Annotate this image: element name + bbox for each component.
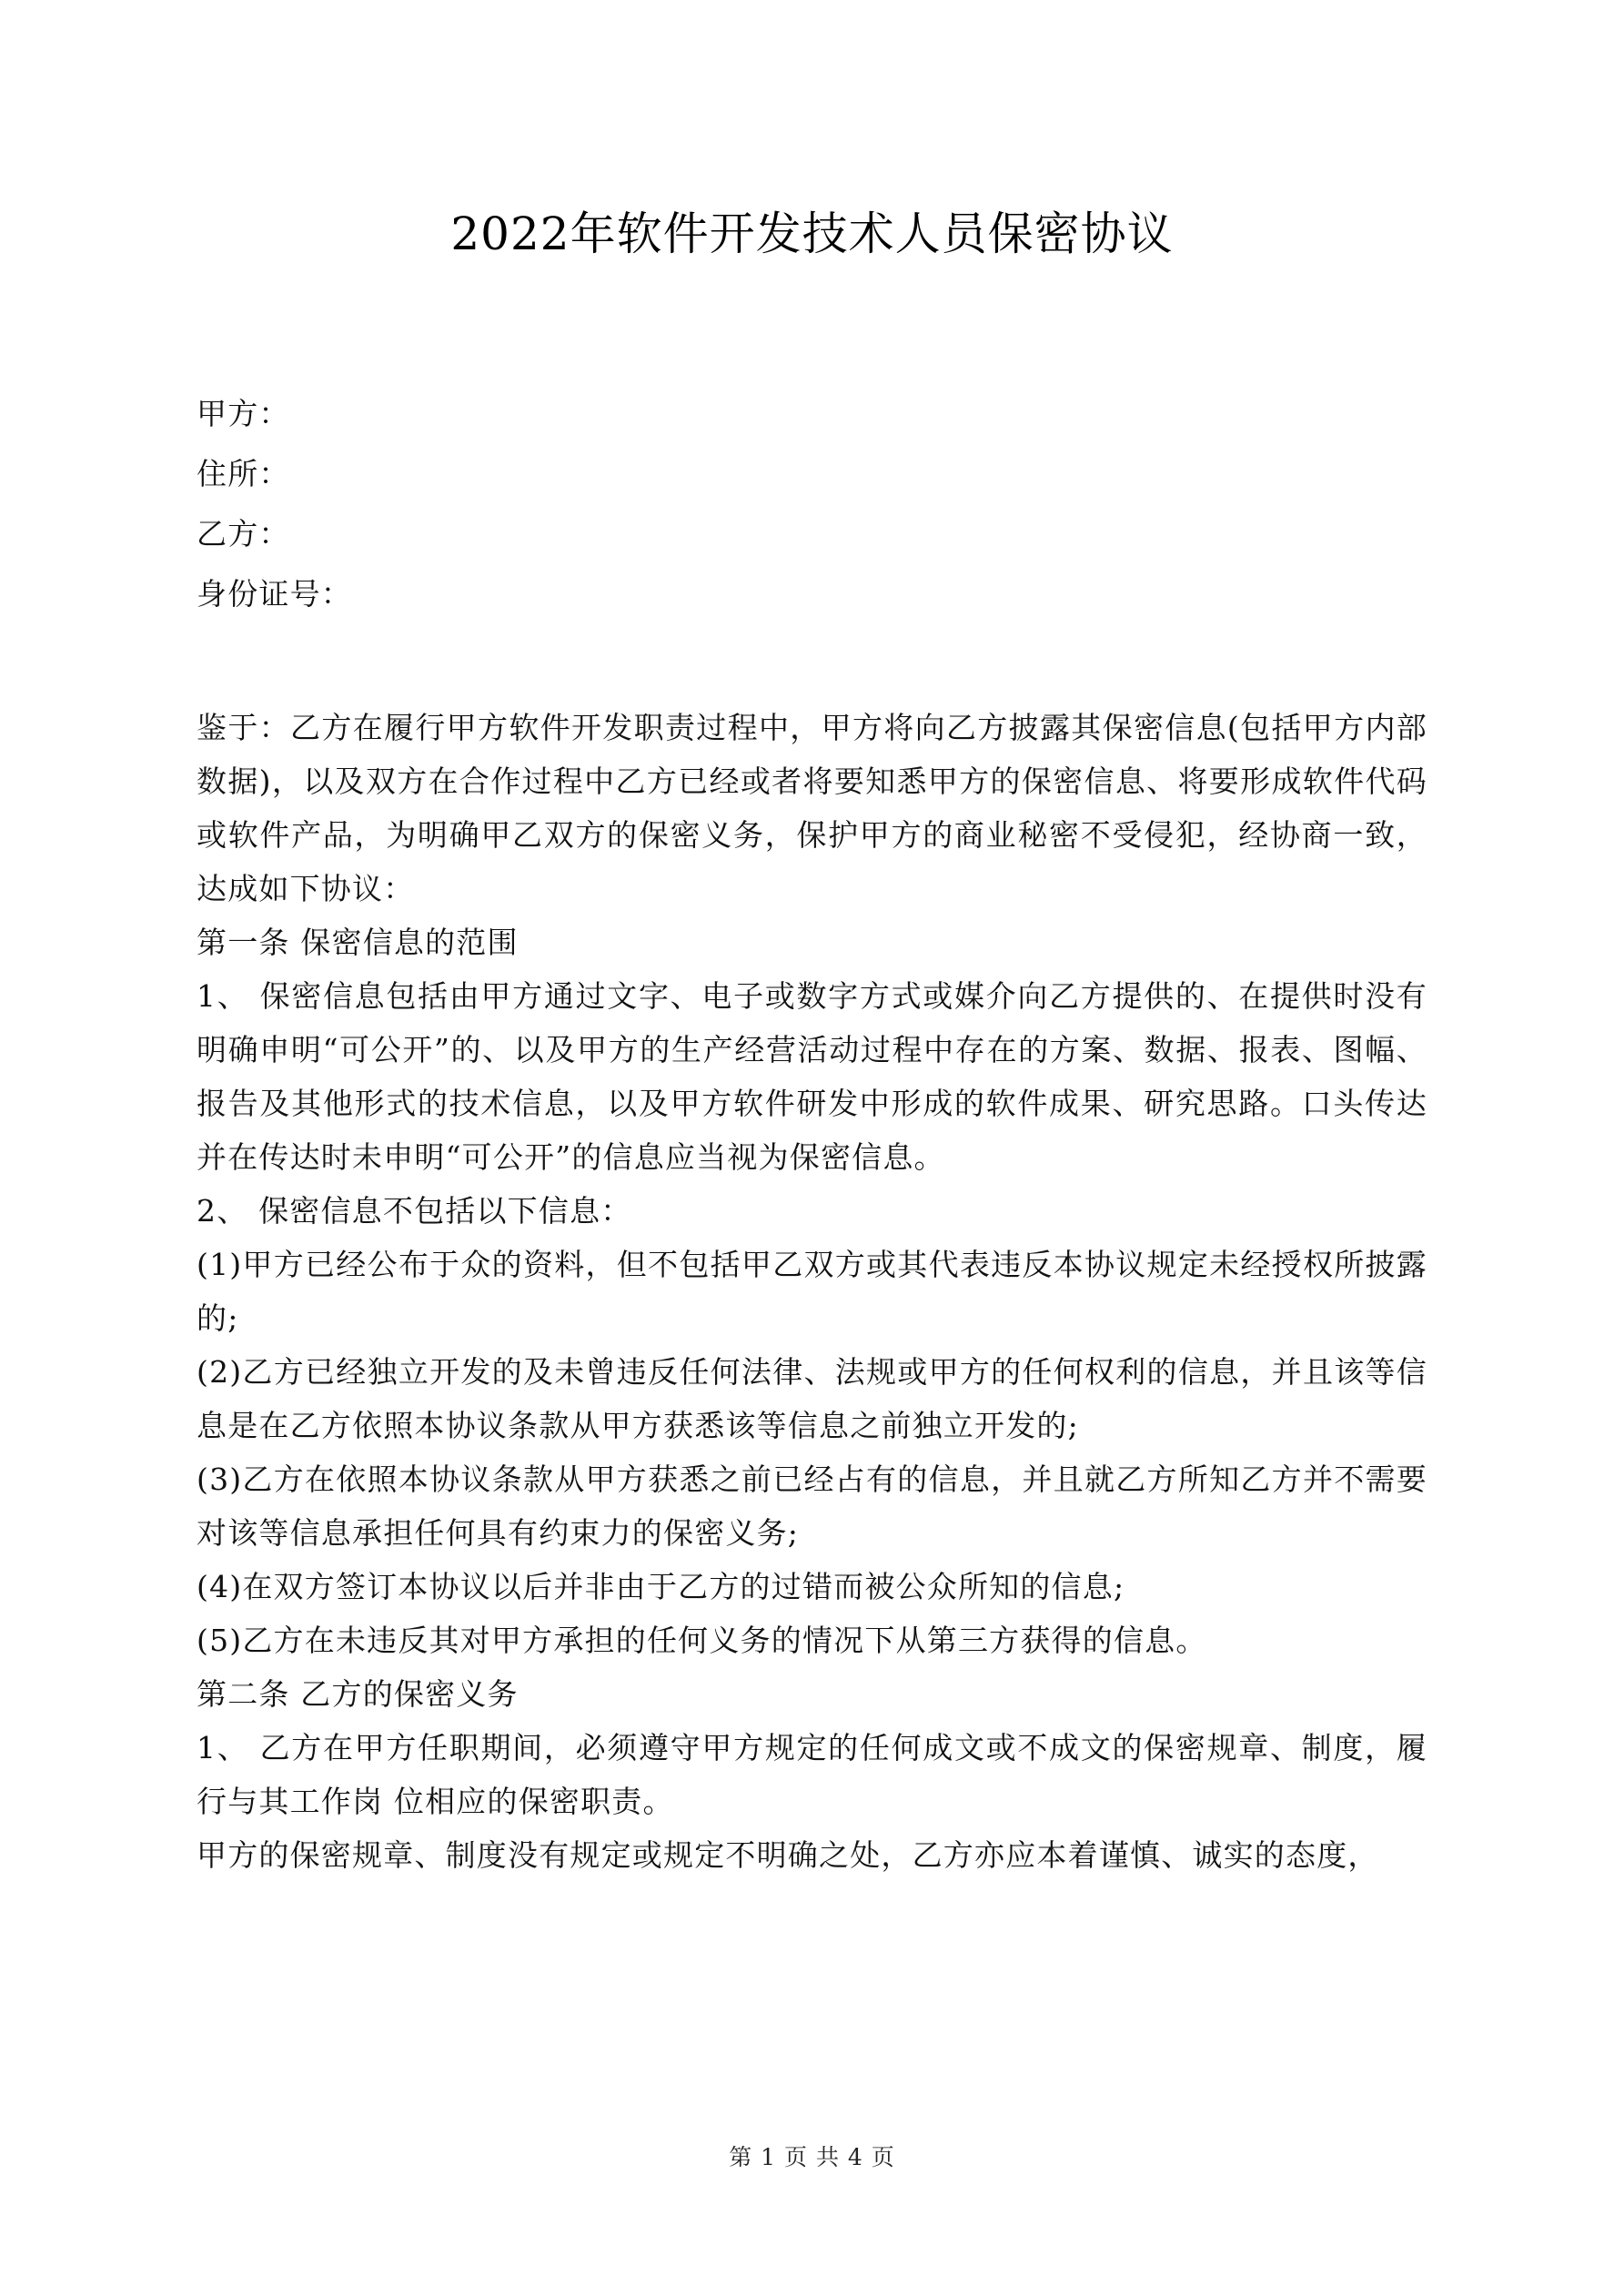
exclusion-item-3: (3)乙方在依照本协议条款从甲方获悉之前已经占有的信息，并且就乙方所知乙方并不需要对该等信息承担任何具有约束力的保密义务;	[197, 1462, 1427, 1551]
article-1-clause-1: 1、 保密信息包括由甲方通过文字、电子或数字方式或媒介向乙方提供的、在提供时没有明确申明“可公开”的、以及甲方的生产经营活动过程中存在的方案、数据、报表、图幅、报告及其他形式的技术信息，以及甲方软件研发中形成的软件成果、研究思路。口头传达并在传达时未申明“可公开”的信息应当视为保密信息。	[197, 978, 1427, 1175]
page-number-footer: 第 1 页 共 4 页	[729, 2144, 895, 2170]
article-2-continuation: 甲方的保密规章、制度没有规定或规定不明确之处，乙方亦应本着谨慎、诚实的态度，	[197, 1837, 1379, 1873]
article-2-clause-1: 1、 乙方在甲方任职期间，必须遵守甲方规定的任何成文或不成文的保密规章、制度，履行与其工作岗 位相应的保密职责。	[197, 1730, 1427, 1819]
party-a-label: 甲方：	[197, 396, 290, 431]
party-info-block	[197, 384, 1427, 624]
address-label: 住所：	[197, 456, 290, 491]
article-1-heading: 第一条 保密信息的范围	[197, 925, 519, 960]
exclusion-item-1: (1)甲方已经公布于众的资料，但不包括甲乙双方或其代表违反本协议规定未经授权所披露的;	[197, 1247, 1427, 1336]
exclusion-item-4: (4)在双方签订本协议以后并非由于乙方的过错而被公众所知的信息;	[197, 1569, 1125, 1604]
id-number-label: 身份证号：	[197, 576, 352, 612]
exclusion-item-2: (2)乙方已经独立开发的及未曾违反任何法律、法规或甲方的任何权利的信息，并且该等信息是在乙方依照本协议条款从甲方获悉该等信息之前独立开发的;	[197, 1354, 1427, 1443]
article-2-heading: 第二条 乙方的保密义务	[197, 1676, 519, 1712]
agreement-body	[197, 701, 1427, 1882]
exclusion-item-5: (5)乙方在未违反其对甲方承担的任何义务的情况下从第三方获得的信息。	[197, 1623, 1207, 1658]
article-1-clause-2: 2、 保密信息不包括以下信息：	[197, 1193, 632, 1229]
document-title: 2022年软件开发技术人员保密协议	[450, 207, 1174, 260]
preamble-paragraph: 鉴于：乙方在履行甲方软件开发职责过程中，甲方将向乙方披露其保密信息(包括甲方内部数据)，以及双方在合作过程中乙方已经或者将要知悉甲方的保密信息、将要形成软件代码或软件产品，为明确甲乙双方的保密义务，保护甲方的商业秘密不受侵犯，经协商一致，达成如下协议：	[197, 710, 1427, 906]
party-b-label: 乙方：	[197, 516, 290, 551]
